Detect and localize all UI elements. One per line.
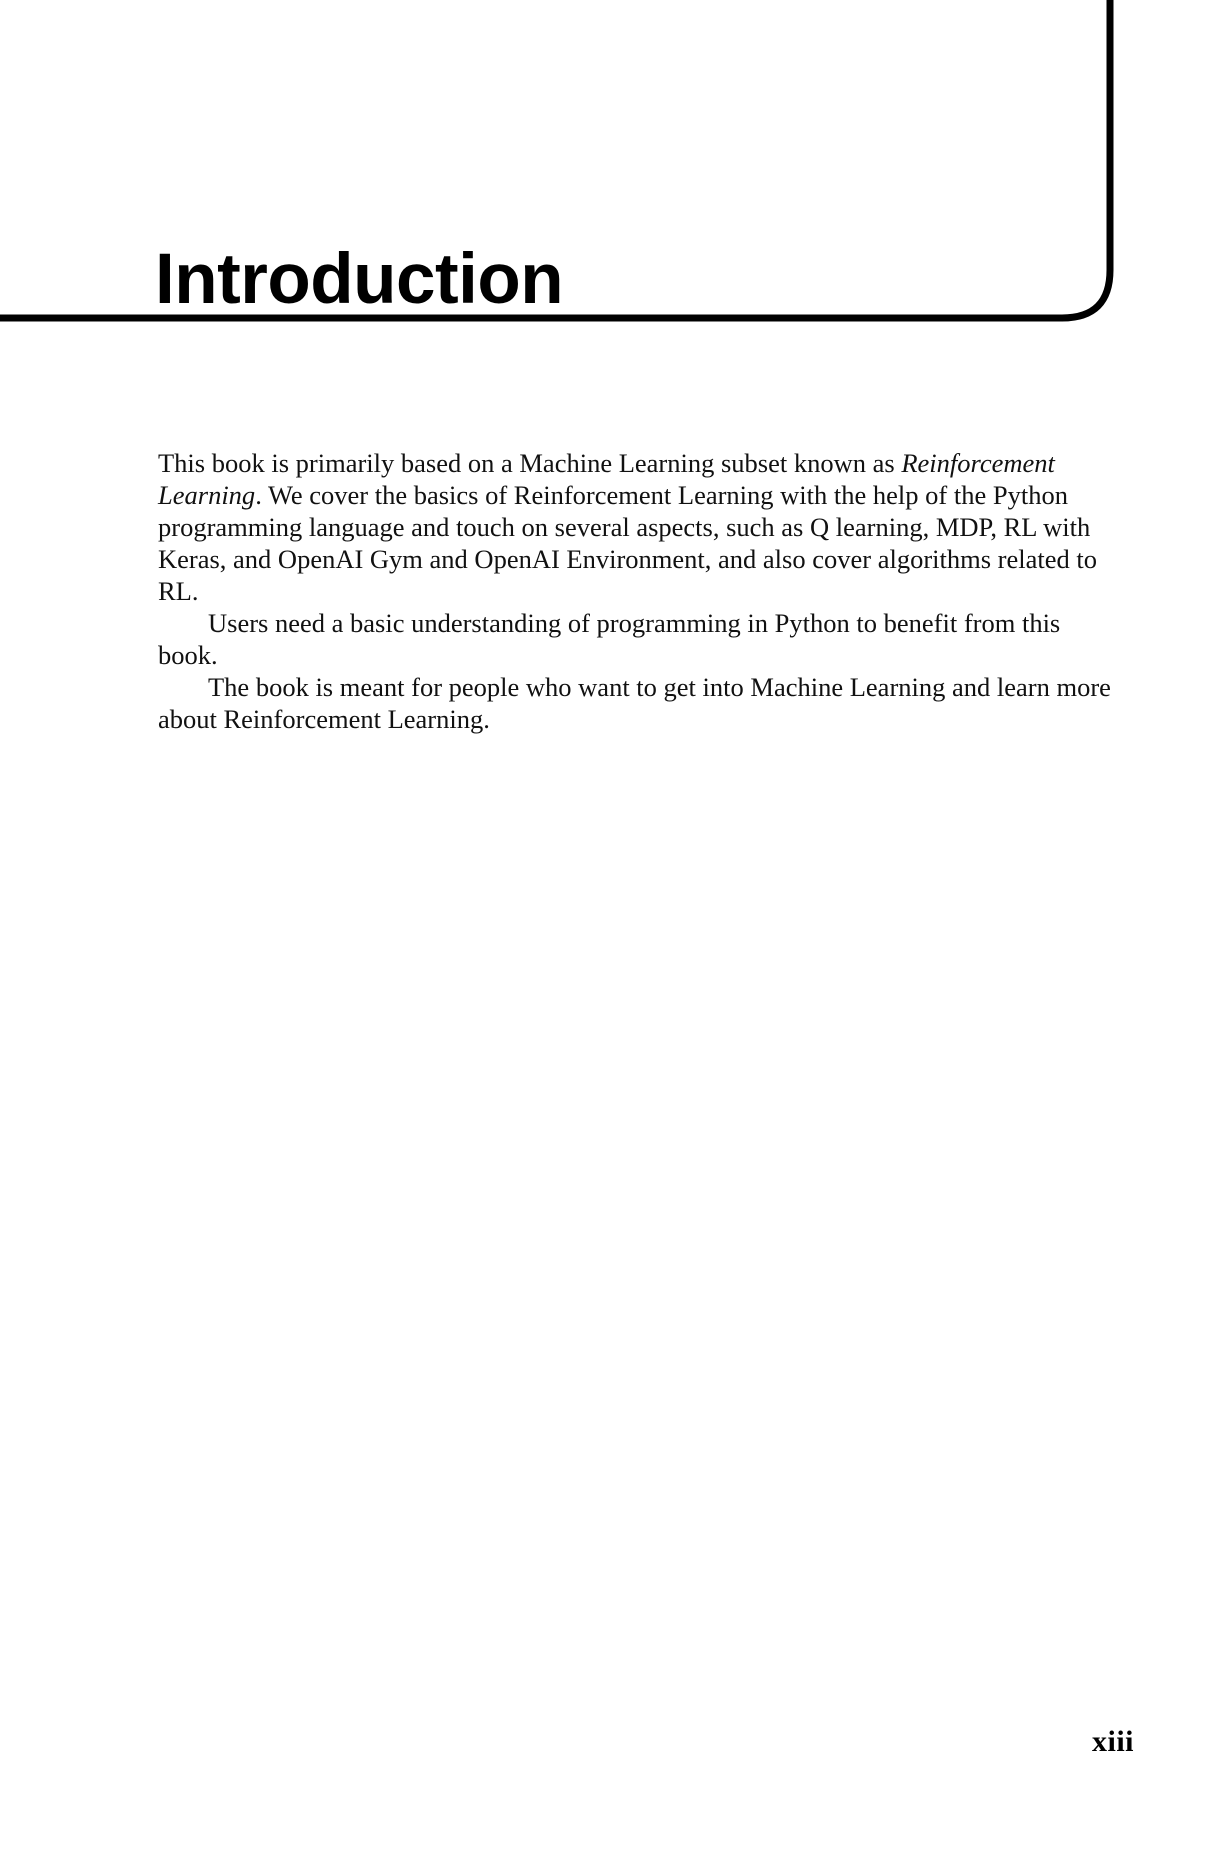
paragraph-3 (158, 672, 1120, 736)
paragraph-3-run-1: The book is meant for people who want to get into Machine Learning and learn more about Reinforcement Learning. (158, 671, 1111, 734)
body-text (158, 448, 1120, 736)
chapter-header-rule (0, 0, 1121, 385)
page-title: Introduction (155, 239, 564, 319)
paragraph-1-run-1: This book is primarily based on a Machine Learning subset known as (158, 448, 902, 478)
paragraph-1-run-2-italic: Reinforcement Learning (158, 448, 1055, 510)
paragraph-1-run-3: . We cover the basics of Reinforcement Learning with the help of the Python programming language and touch on several aspects, such as Q learning, MDP, RL with Keras, and OpenAI Gym and OpenAI Environment, and also cover algorithms related to RL. (158, 479, 1098, 606)
page-number: xiii (1091, 1725, 1134, 1758)
paragraph-2-run-1: Users need a basic understanding of programming in Python to benefit from this book. (158, 607, 1061, 670)
paragraph-1 (158, 448, 1120, 608)
paragraph-2 (158, 608, 1120, 672)
